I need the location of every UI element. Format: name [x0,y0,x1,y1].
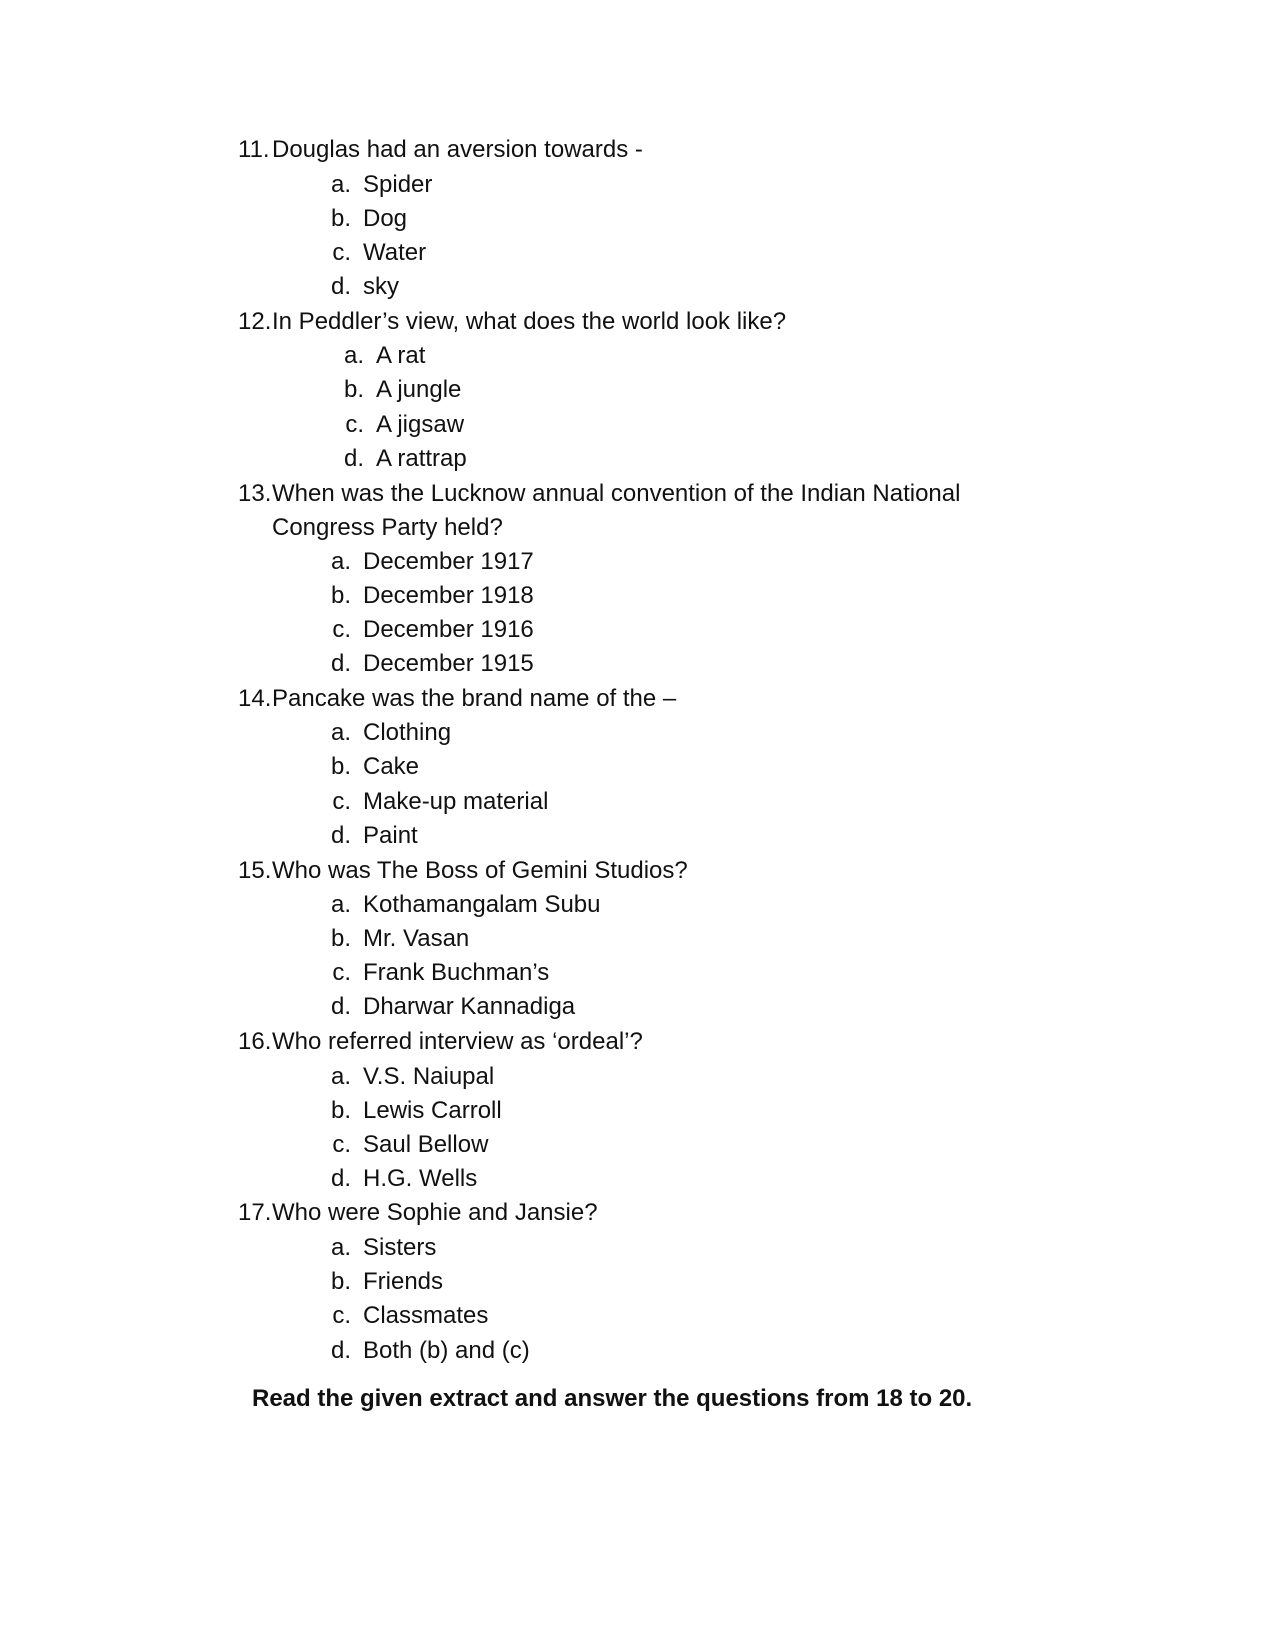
option-letter: b. [330,1268,351,1295]
option-text: Paint [363,822,418,849]
question-number: 11. [238,136,270,163]
option-text: Spider [363,171,433,198]
option-letter: b. [330,205,351,232]
question-text: Pancake was the brand name of the – [272,685,677,712]
question-number: 14. [238,685,272,712]
option-text: sky [363,273,399,300]
option-16a [317,1062,494,1092]
question-17 [238,1198,598,1228]
option-15d [317,992,575,1022]
option-letter: d. [343,445,364,472]
question-13 [238,479,960,509]
option-15a [317,890,601,920]
option-14c [317,787,548,817]
question-number: 12. [238,308,272,335]
option-letter: b. [330,925,351,952]
option-11c [317,238,426,268]
option-letter: b. [330,753,351,780]
option-text: Friends [363,1268,444,1295]
option-text: Clothing [363,719,452,746]
option-letter: d. [330,1337,351,1364]
option-letter: c. [345,411,364,438]
option-text: Kothamangalam Subu [363,891,601,918]
option-12a [330,341,425,371]
question-text: In Peddler’s view, what does the world look like? [272,308,787,335]
option-13c [317,615,534,645]
option-15b [317,924,469,954]
question-15 [238,856,688,886]
question-11 [238,135,643,165]
option-14d [317,821,418,851]
option-15c [317,958,549,988]
question-text: Who were Sophie and Jansie? [272,1199,598,1226]
option-16d [317,1164,477,1194]
option-letter: c. [332,959,351,986]
instruction-heading: Read the given extract and answer the questions from 18 to 20. [252,1385,973,1412]
option-11a [317,170,432,200]
option-12b [330,375,461,405]
question-number: 17. [238,1199,272,1226]
question-12 [238,307,786,337]
option-letter: b. [330,582,351,609]
option-text: December 1915 [363,650,534,677]
option-letter: c. [332,1302,351,1329]
option-text: Mr. Vasan [363,925,470,952]
option-16b [317,1096,502,1126]
option-text: December 1917 [363,548,534,575]
option-16c [317,1130,488,1160]
question-number: 13. [238,480,272,507]
option-text: Sisters [363,1234,437,1261]
option-letter: d. [330,1165,351,1192]
option-text: December 1916 [363,616,534,643]
option-text: Classmates [363,1302,489,1329]
option-text: H.G. Wells [363,1165,478,1192]
option-letter: b. [343,376,364,403]
option-letter: d. [330,650,351,677]
option-letter: a. [343,342,364,369]
option-letter: a. [330,719,351,746]
option-13a [317,547,534,577]
option-17c [317,1301,488,1331]
question-text: Who was The Boss of Gemini Studios? [272,857,688,884]
option-letter: a. [330,548,351,575]
option-text: A rattrap [376,445,467,472]
option-text: A jigsaw [376,411,465,438]
question-number: 16. [238,1028,272,1055]
option-text: A rat [376,342,426,369]
option-14b [317,752,419,782]
option-letter: a. [330,1234,351,1261]
option-17d [317,1336,530,1366]
option-letter: d. [330,993,351,1020]
question-text: When was the Lucknow annual convention of the Indian National [272,480,961,507]
option-text: Lewis Carroll [363,1097,502,1124]
option-17b [317,1267,443,1297]
option-13d [317,649,534,679]
option-12d [330,444,467,474]
option-letter: d. [330,273,351,300]
option-letter: d. [330,822,351,849]
option-text: V.S. Naiupal [363,1063,495,1090]
option-text: Water [363,239,427,266]
option-11b [317,204,407,234]
option-letter: c. [332,788,351,815]
option-text: December 1918 [363,582,534,609]
option-text: Both (b) and (c) [363,1337,530,1364]
option-text: Cake [363,753,420,780]
question-14 [238,684,676,714]
question-text: Douglas had an aversion towards - [272,136,643,163]
option-11d [317,272,399,302]
question-13-continuation: Congress Party held? [272,514,503,541]
option-letter: a. [330,171,351,198]
option-text: Make-up material [363,788,549,815]
option-letter: c. [332,616,351,643]
option-text: Dharwar Kannadiga [363,993,576,1020]
question-16 [238,1027,643,1057]
question-text: Who referred interview as ‘ordeal’? [272,1028,643,1055]
option-letter: c. [332,239,351,266]
option-14a [317,718,451,748]
option-letter: a. [330,1063,351,1090]
option-13b [317,581,534,611]
option-text: Dog [363,205,408,232]
option-12c [330,410,464,440]
question-number: 15. [238,857,272,884]
option-letter: c. [332,1131,351,1158]
option-17a [317,1233,436,1263]
option-text: Saul Bellow [363,1131,489,1158]
option-text: A jungle [376,376,462,403]
option-letter: b. [330,1097,351,1124]
option-text: Frank Buchman’s [363,959,550,986]
option-letter: a. [330,891,351,918]
